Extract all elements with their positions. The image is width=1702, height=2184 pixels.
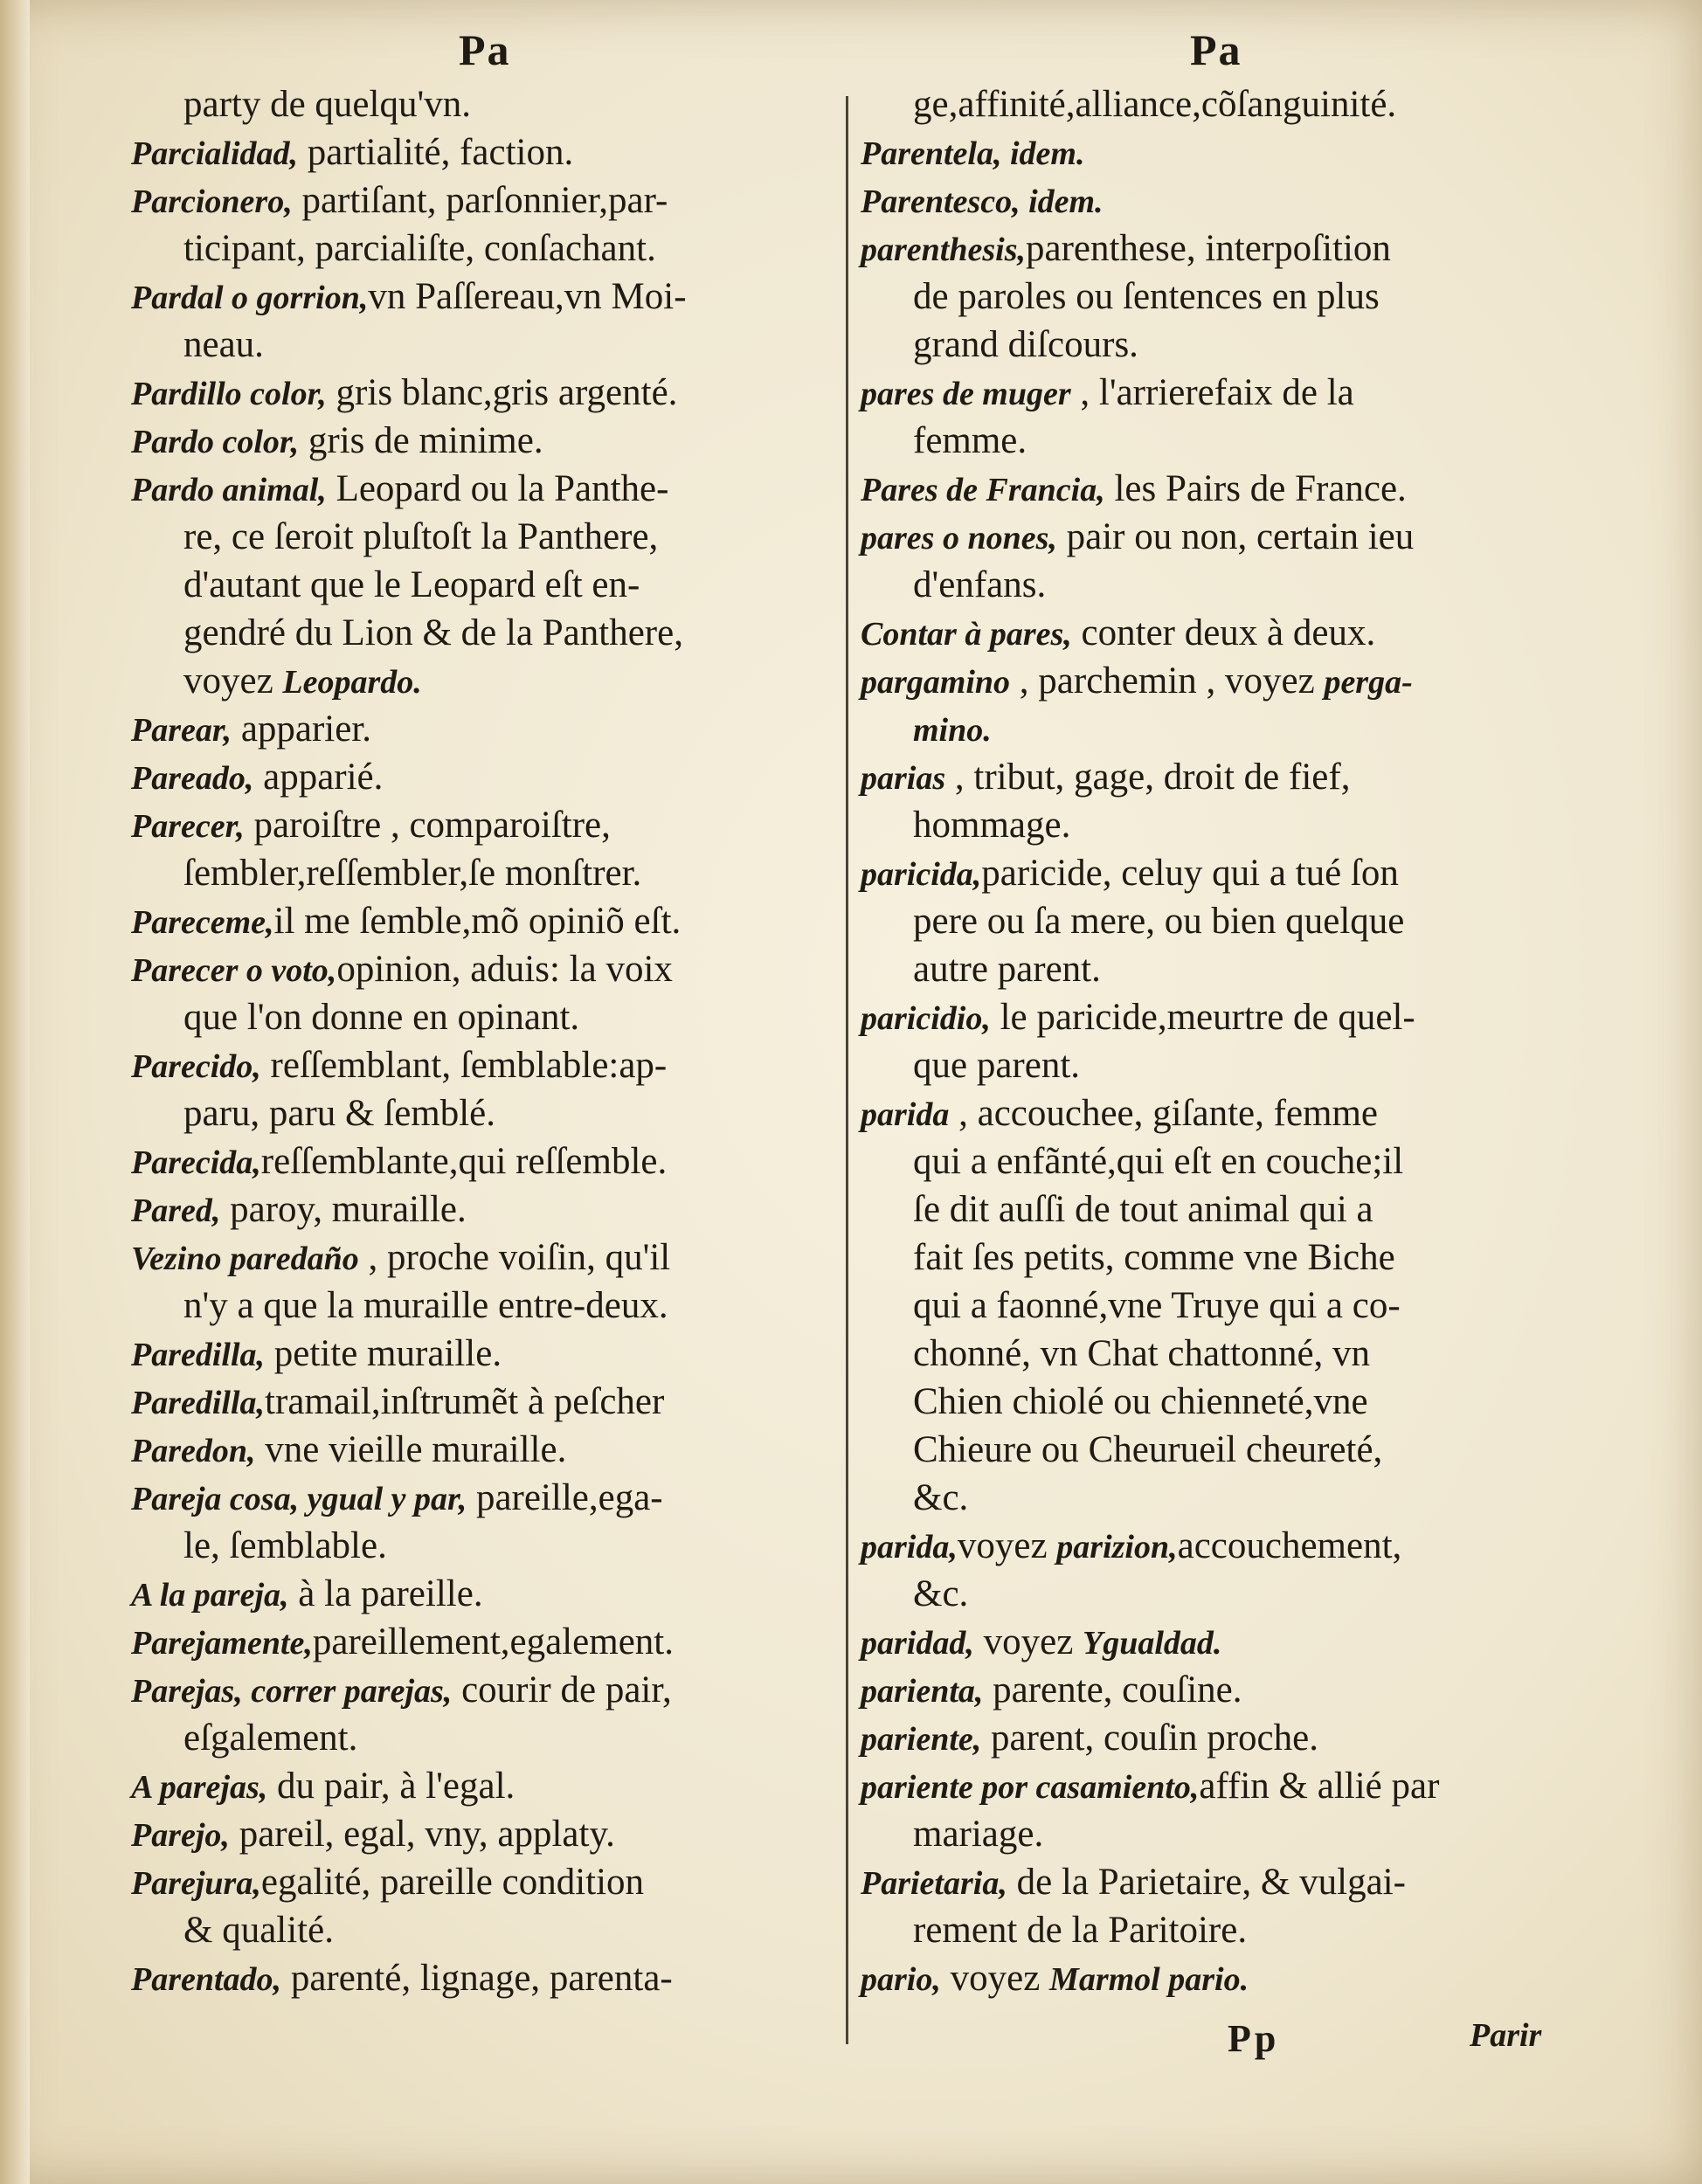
- definition-text: , parchemin , voyez: [1010, 660, 1325, 702]
- dictionary-line: [131, 273, 837, 321]
- dictionary-line: [131, 1666, 837, 1714]
- dictionary-line: [131, 1234, 837, 1282]
- definition-text: Chien chiolé ou chienneté,vne: [913, 1381, 1368, 1422]
- headword: Parecer o voto,: [131, 952, 337, 989]
- dictionary-line: [131, 993, 837, 1041]
- dictionary-line: [861, 1570, 1560, 1618]
- dictionary-line: [131, 465, 837, 513]
- definition-text: hommage.: [913, 805, 1071, 846]
- definition-text: pareillement,egalement.: [312, 1621, 674, 1662]
- dictionary-line: [131, 513, 837, 561]
- headword: Paredon,: [131, 1433, 256, 1469]
- definition-text: courir de pair,: [452, 1669, 672, 1711]
- dictionary-line: [131, 1618, 837, 1666]
- definition-text: vne vieille muraille.: [255, 1429, 567, 1470]
- definition-text: affin & allié par: [1199, 1766, 1440, 1807]
- dictionary-line: [861, 128, 1560, 176]
- headword: Parcialidad,: [131, 135, 299, 172]
- headword: parida,: [861, 1529, 958, 1565]
- dictionary-line: [861, 657, 1560, 705]
- dictionary-line: [861, 1618, 1560, 1666]
- headword: Parentesco,: [861, 183, 1021, 220]
- dictionary-line: [861, 321, 1560, 369]
- definition-text: ge,affinité,alliance,cõſanguinité.: [913, 84, 1397, 125]
- definition-text: les Pairs de France.: [1104, 468, 1407, 509]
- definition-text: eſgalement.: [183, 1717, 358, 1759]
- definition-text: parenté, lignage, parenta-: [281, 1958, 673, 1999]
- definition-text: paroiſtre , comparoiſtre,: [244, 805, 611, 846]
- definition-text: chonné, vn Chat chattonné, vn: [913, 1333, 1371, 1374]
- definition-text: de la Parietaire, & vulgai-: [1007, 1862, 1406, 1903]
- dictionary-line: [131, 1474, 837, 1522]
- dictionary-line: [861, 1185, 1560, 1234]
- dictionary-line: [861, 945, 1560, 993]
- dictionary-line: [861, 1522, 1560, 1570]
- headword: Pardal o gorrion,: [131, 280, 369, 316]
- definition-text: voyez: [957, 1525, 1057, 1566]
- dictionary-line: [861, 1762, 1560, 1810]
- definition-text: tramail,inſtrumẽt à peſcher: [265, 1381, 665, 1422]
- definition-text: il me ſemble,mõ opiniõ eſt.: [273, 901, 681, 942]
- definition-text: apparié.: [253, 757, 384, 798]
- definition-text: rement de la Paritoire.: [913, 1910, 1248, 1951]
- headword: pario,: [861, 1961, 941, 1998]
- dictionary-line: [131, 1282, 837, 1330]
- definition-text: , tribut, gage, droit de fief,: [945, 757, 1351, 798]
- definition-text: apparier.: [232, 708, 372, 750]
- headword: parida: [861, 1096, 950, 1133]
- dictionary-line: [861, 1282, 1560, 1330]
- dictionary-line: [131, 1714, 837, 1762]
- dictionary-line: [131, 1041, 837, 1089]
- right-column: [861, 80, 1560, 2002]
- headword: Pardo animal,: [131, 472, 327, 508]
- headword: Ygualdad.: [1083, 1625, 1222, 1662]
- definition-text: le, ſemblable.: [183, 1525, 387, 1566]
- definition-text: re, ce ſeroit pluſtoſt la Panthere,: [183, 516, 659, 557]
- dictionary-line: [131, 609, 837, 657]
- headword: Pardillo color,: [131, 376, 327, 412]
- dictionary-line: [131, 561, 837, 609]
- definition-text: reſſemblant, ſemblable:ap-: [260, 1045, 668, 1086]
- dictionary-line: [131, 1954, 837, 2002]
- column-divider: [846, 96, 848, 2044]
- dictionary-line: [861, 705, 1560, 753]
- dictionary-line: [861, 1954, 1560, 2002]
- definition-text: paru, paru & ſemblé.: [183, 1093, 496, 1134]
- dictionary-line: [861, 1666, 1560, 1714]
- definition-text: &c.: [913, 1573, 969, 1614]
- headword: paricida,: [861, 856, 982, 893]
- headword: Parejura,: [131, 1865, 261, 1902]
- dictionary-line: [861, 513, 1560, 561]
- dictionary-line: [131, 128, 837, 176]
- running-head-right: Pa: [1190, 25, 1242, 74]
- page-gutter-edge: [0, 0, 30, 2184]
- dictionary-line: [131, 1185, 837, 1234]
- definition-text: &c.: [913, 1477, 969, 1518]
- definition-text: partialité, faction.: [298, 132, 574, 173]
- dictionary-line: [131, 80, 837, 128]
- dictionary-line: [131, 945, 837, 993]
- definition-text: parent, couſin proche.: [981, 1717, 1318, 1759]
- dictionary-line: [131, 897, 837, 945]
- definition-text: gendré du Lion & de la Panthere,: [183, 612, 683, 653]
- dictionary-line: [131, 1858, 837, 1906]
- definition-text: n'y a que la muraille entre-deux.: [183, 1285, 668, 1326]
- headword: perga-: [1324, 664, 1413, 701]
- headword: Pareado,: [131, 760, 254, 797]
- dictionary-line: [131, 705, 837, 753]
- definition-text: le paricide,meurtre de quel-: [990, 997, 1415, 1038]
- dictionary-line: [131, 1522, 837, 1570]
- dictionary-line: [131, 849, 837, 897]
- headword: Paredilla,: [131, 1337, 266, 1373]
- dictionary-line: [131, 225, 837, 273]
- signature-mark: Pp: [1228, 2017, 1280, 2060]
- dictionary-line: [861, 1330, 1560, 1378]
- dictionary-line: [861, 1810, 1560, 1858]
- headword: Paredilla,: [131, 1385, 266, 1421]
- definition-text: mariage.: [913, 1814, 1044, 1855]
- headword: A la pareja,: [131, 1577, 289, 1614]
- definition-text: du pair, à l'egal.: [267, 1766, 515, 1807]
- dictionary-line: [861, 849, 1560, 897]
- dictionary-line: [131, 753, 837, 801]
- dictionary-line: [861, 897, 1560, 945]
- definition-text: Leopard ou la Panthe-: [326, 468, 669, 509]
- headword: Leopardo.: [282, 664, 422, 701]
- headword: paridad,: [861, 1625, 974, 1662]
- dictionary-line: [131, 1089, 837, 1137]
- definition-text: de paroles ou ſentences en plus: [913, 276, 1380, 317]
- dictionary-line: [861, 753, 1560, 801]
- headword: idem.: [1001, 135, 1085, 172]
- headword: Parejo,: [131, 1817, 230, 1854]
- headword: Vezino paredaño: [131, 1241, 359, 1277]
- headword: Parear,: [131, 712, 232, 749]
- definition-text: voyez: [940, 1958, 1050, 1999]
- headword: parias: [861, 760, 946, 797]
- dictionary-line: [861, 1714, 1560, 1762]
- headword: pariente por casamiento,: [861, 1769, 1200, 1806]
- definition-text: ſembler,reſſembler,ſe monſtrer.: [183, 853, 642, 894]
- dictionary-line: [861, 993, 1560, 1041]
- dictionary-line: [131, 1378, 837, 1426]
- dictionary-line: [861, 1089, 1560, 1137]
- definition-text: d'autant que le Leopard eſt en-: [183, 564, 640, 605]
- dictionary-line: [861, 80, 1560, 128]
- dictionary-line: [131, 1426, 837, 1474]
- headword: Marmol pario.: [1049, 1961, 1249, 1998]
- definition-text: paroy, muraille.: [220, 1189, 467, 1230]
- dictionary-line: [131, 417, 837, 465]
- definition-text: femme.: [913, 420, 1027, 461]
- headword: Pareja cosa, ygual y par,: [131, 1481, 467, 1517]
- headword: Parcionero,: [131, 183, 293, 220]
- dictionary-line: [861, 176, 1560, 225]
- definition-text: party de quelqu'vn.: [183, 84, 471, 125]
- definition-text: , accouchee, giſante, femme: [949, 1093, 1379, 1134]
- dictionary-line: [131, 369, 837, 417]
- headword: Pareceme,: [131, 904, 274, 941]
- definition-text: pareil, egal, vny, applaty.: [229, 1814, 615, 1855]
- headword: pariente,: [861, 1721, 982, 1758]
- dictionary-line: [131, 1906, 837, 1954]
- headword: pargamino: [861, 664, 1011, 701]
- headword: A parejas,: [131, 1769, 268, 1806]
- definition-text: , proche voiſin, qu'il: [358, 1237, 671, 1278]
- definition-text: reſſemblante,qui reſſemble.: [260, 1141, 668, 1182]
- headword: Parejas, correr parejas,: [131, 1673, 453, 1710]
- definition-text: parenthese, interpoſition: [1025, 228, 1391, 269]
- left-column: [131, 80, 837, 2002]
- headword: Pares de Francia,: [861, 472, 1105, 508]
- headword: Contar à pares,: [861, 616, 1072, 653]
- dictionary-line: [131, 1137, 837, 1185]
- headword: Pared,: [131, 1192, 221, 1229]
- headword: Parentado,: [131, 1961, 282, 1998]
- definition-text: & qualité.: [183, 1910, 334, 1951]
- definition-text: conter deux à deux.: [1071, 612, 1376, 653]
- headword: parenthesis,: [861, 232, 1026, 268]
- dictionary-line: [131, 176, 837, 225]
- definition-text: qui a faonné,vne Truye qui a co-: [913, 1285, 1401, 1326]
- dictionary-line: [861, 1858, 1560, 1906]
- definition-text: ticipant, parcialiſte, conſachant.: [183, 228, 656, 269]
- dictionary-line: [861, 1474, 1560, 1522]
- dictionary-line: [131, 657, 837, 705]
- definition-text: vn Paſſereau,vn Moi-: [368, 276, 687, 317]
- headword: Parentela,: [861, 135, 1002, 172]
- definition-text: accouchement,: [1177, 1525, 1402, 1566]
- definition-text: voyez: [183, 660, 283, 702]
- headword: Parecer,: [131, 808, 245, 845]
- running-head-left: Pa: [459, 25, 511, 74]
- definition-text: opinion, aduis: la voix: [336, 949, 673, 990]
- dictionary-line: [861, 465, 1560, 513]
- dictionary-line: [131, 321, 837, 369]
- dictionary-line: [861, 225, 1560, 273]
- definition-text: pair ou non, certain ieu: [1056, 516, 1415, 557]
- definition-text: ſe dit auſſi de tout animal qui a: [913, 1189, 1373, 1230]
- dictionary-line: [131, 1330, 837, 1378]
- definition-text: que l'on donne en opinant.: [183, 997, 580, 1038]
- definition-text: parente, couſine.: [983, 1669, 1242, 1711]
- definition-text: partiſant, parſonnier,par-: [292, 180, 668, 221]
- definition-text: paricide, celuy qui a tué ſon: [981, 853, 1399, 894]
- headword: pares de muger: [861, 376, 1071, 412]
- dictionary-line: [131, 1762, 837, 1810]
- dictionary-line: [861, 609, 1560, 657]
- dictionary-line: [861, 801, 1560, 849]
- dictionary-line: [861, 1906, 1560, 1954]
- definition-text: que parent.: [913, 1045, 1081, 1086]
- headword: pares o nones,: [861, 520, 1057, 556]
- dictionary-line: [861, 369, 1560, 417]
- headword: Parecido,: [131, 1048, 261, 1085]
- definition-text: qui a enfãnté,qui eſt en couche;il: [913, 1141, 1404, 1182]
- dictionary-line: [861, 1041, 1560, 1089]
- headword: parizion,: [1056, 1529, 1178, 1565]
- definition-text: grand diſcours.: [913, 324, 1138, 365]
- dictionary-line: [861, 1426, 1560, 1474]
- headword: paricidio,: [861, 1000, 991, 1037]
- dictionary-line: [861, 273, 1560, 321]
- headword: idem.: [1020, 183, 1104, 220]
- definition-text: d'enfans.: [913, 564, 1047, 605]
- definition-text: egalité, pareille condition: [260, 1862, 645, 1903]
- definition-text: petite muraille.: [265, 1333, 502, 1374]
- headword: mino.: [913, 712, 992, 749]
- headword: Pardo color,: [131, 424, 300, 460]
- headword: Parietaria,: [861, 1865, 1007, 1902]
- catchword: Parir: [1470, 2017, 1542, 2054]
- definition-text: gris de minime.: [299, 420, 543, 461]
- headword: Parejamente,: [131, 1625, 313, 1662]
- definition-text: à la pareille.: [288, 1573, 483, 1614]
- dictionary-line: [861, 417, 1560, 465]
- dictionary-line: [131, 1810, 837, 1858]
- definition-text: neau.: [183, 324, 264, 365]
- definition-text: Chieure ou Cheurueil cheureté,: [913, 1429, 1383, 1470]
- definition-text: voyez: [973, 1621, 1083, 1662]
- definition-text: autre parent.: [913, 949, 1101, 990]
- dictionary-line: [861, 1234, 1560, 1282]
- dictionary-line: [131, 801, 837, 849]
- definition-text: , l'arrierefaix de la: [1070, 372, 1354, 413]
- definition-text: pareille,ega-: [467, 1477, 663, 1518]
- headword: Parecida,: [131, 1144, 261, 1181]
- dictionary-line: [861, 1378, 1560, 1426]
- dictionary-line: [131, 1570, 837, 1618]
- definition-text: pere ou ſa mere, ou bien quelque: [913, 901, 1405, 942]
- dictionary-line: [861, 561, 1560, 609]
- dictionary-line: [861, 1137, 1560, 1185]
- definition-text: gris blanc,gris argenté.: [326, 372, 678, 413]
- definition-text: fait ſes petits, comme vne Biche: [913, 1237, 1395, 1278]
- headword: parienta,: [861, 1673, 984, 1710]
